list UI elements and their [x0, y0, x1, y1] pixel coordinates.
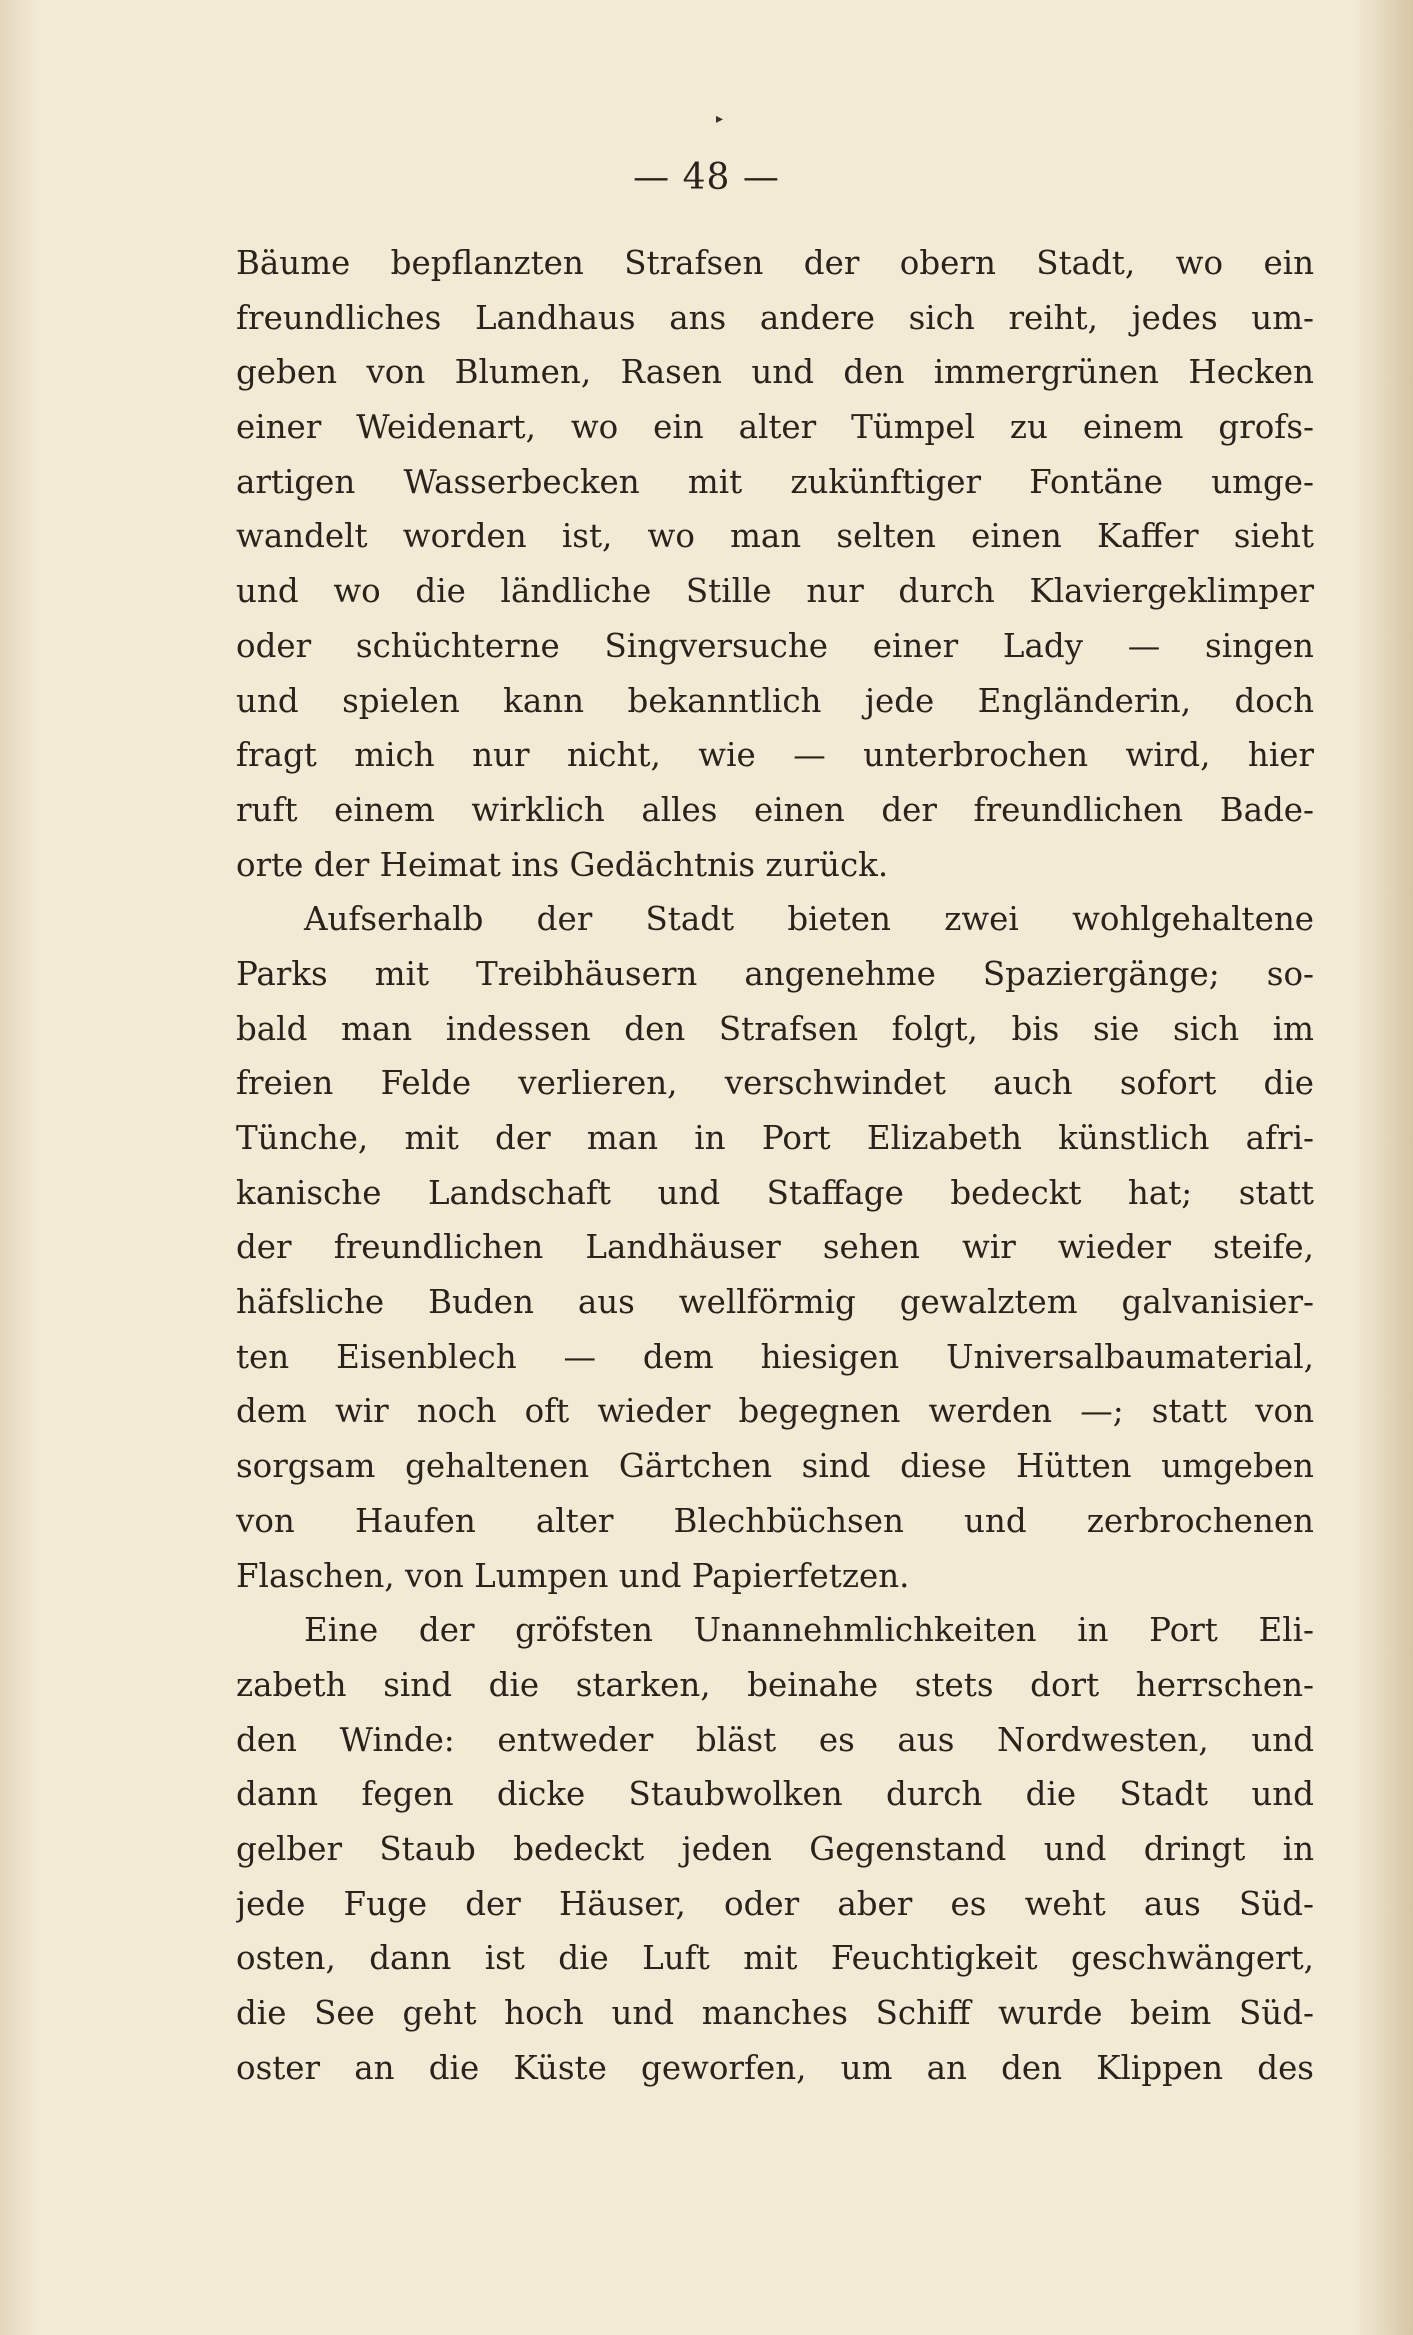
- page-edge-shadow-left: [0, 0, 40, 2335]
- text-line: Parks mit Treibhäusern angenehme Spaziergänge; so-: [236, 954, 1314, 993]
- page-number-header: — 48 —: [633, 157, 780, 198]
- text-line: fragt mich nur nicht, wie — unterbrochen wird, hier: [236, 736, 1314, 775]
- text-line: dann fegen dicke Staubwolken durch die Stadt und: [236, 1775, 1314, 1814]
- text-line: oder schüchterne Singversuche einer Lady — singen: [236, 626, 1314, 665]
- text-line: zabeth sind die starken, beinahe stets dort herrschen-: [236, 1665, 1314, 1704]
- text-line: sorgsam gehaltenen Gärtchen sind diese Hütten umgeben: [236, 1447, 1314, 1486]
- text-line: osten, dann ist die Luft mit Feuchtigkeit geschwängert,: [236, 1939, 1314, 1978]
- paragraph-start-line: Eine der gröfsten Unannehmlichkeiten in Port Eli-: [304, 1611, 1314, 1650]
- paragraph-end-line: orte der Heimat ins Gedächtnis zurück.: [236, 845, 889, 884]
- text-line: bald man indessen den Strafsen folgt, bis sie sich im: [236, 1009, 1314, 1048]
- text-line: Bäume bepflanzten Strafsen der obern Stadt, wo ein: [236, 244, 1314, 282]
- body-text: [236, 236, 1314, 2095]
- text-line: häfsliche Buden aus wellförmig gewalztem galvanisier-: [236, 1283, 1314, 1322]
- text-line: geben von Blumen, Rasen und den immergrünen Hecken: [236, 353, 1314, 392]
- text-line: artigen Wasserbecken mit zukünftiger Fontäne umge-: [236, 462, 1314, 501]
- paragraph-end-line: Flaschen, von Lumpen und Papierfetzen.: [236, 1556, 910, 1595]
- text-line: von Haufen alter Blechbüchsen und zerbrochenen: [236, 1501, 1314, 1540]
- text-line: und wo die ländliche Stille nur durch Klaviergeklimper: [236, 572, 1314, 611]
- text-line: ten Eisenblech — dem hiesigen Universalbaumaterial,: [236, 1337, 1314, 1376]
- text-line: den Winde: entweder bläst es aus Nordwesten, und: [236, 1720, 1314, 1759]
- text-line: einer Weidenart, wo ein alter Tümpel zu einem grofs-: [236, 408, 1314, 447]
- page-edge-shadow-right: [1353, 0, 1413, 2335]
- text-line: freien Felde verlieren, verschwindet auch sofort die: [236, 1064, 1314, 1103]
- paragraph-start-line: Aufserhalb der Stadt bieten zwei wohlgehaltene: [304, 900, 1314, 939]
- text-line: wandelt worden ist, wo man selten einen Kaffer sieht: [236, 517, 1314, 556]
- text-line: kanische Landschaft und Staffage bedeckt hat; statt: [236, 1173, 1314, 1212]
- text-line: ruft einem wirklich alles einen der freundlichen Bade-: [236, 790, 1314, 829]
- printer-mark: ▸: [716, 111, 724, 127]
- text-line: und spielen kann bekanntlich jede Engländerin, doch: [236, 681, 1314, 720]
- text-line: freundliches Landhaus ans andere sich reiht, jedes um-: [236, 298, 1314, 337]
- text-line: Tünche, mit der man in Port Elizabeth künstlich afri-: [236, 1119, 1314, 1157]
- text-line: gelber Staub bedeckt jeden Gegenstand und dringt in: [236, 1829, 1314, 1868]
- text-line: der freundlichen Landhäuser sehen wir wieder steife,: [236, 1228, 1314, 1267]
- text-line: jede Fuge der Häuser, oder aber es weht aus Süd-: [236, 1884, 1314, 1923]
- text-line: oster an die Küste geworfen, um an den Klippen des: [236, 2048, 1314, 2087]
- text-line: die See geht hoch und manches Schiff wurde beim Süd-: [236, 1994, 1314, 2032]
- text-line: dem wir noch oft wieder begegnen werden —; statt von: [236, 1392, 1314, 1431]
